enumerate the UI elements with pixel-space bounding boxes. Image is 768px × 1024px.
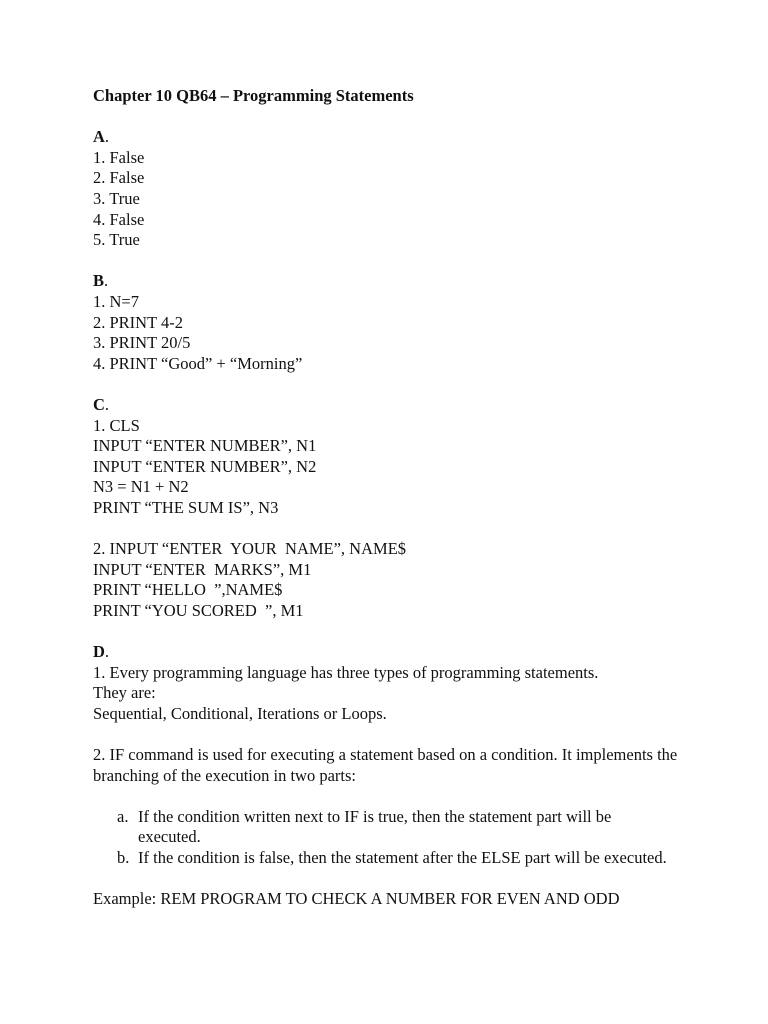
list-item (93, 848, 678, 869)
section-b-item: 3. PRINT 20/5 (93, 333, 191, 353)
statement-types: Sequential, Conditional, Iterations or Loops. (93, 703, 387, 723)
section-a-period: . (104, 127, 110, 147)
program-2-line: INPUT “ENTER MARKS”, M1 (93, 559, 312, 579)
section-a-item: 1. False (93, 147, 145, 167)
section-d-heading (93, 642, 708, 663)
section-b-heading (93, 271, 708, 292)
section-b-item: 2. PRINT 4-2 (93, 312, 183, 332)
program-1-line: INPUT “ENTER NUMBER”, N2 (93, 456, 317, 476)
section-a-item: 5. True (93, 230, 140, 250)
section-b-item: 1. N=7 (93, 291, 139, 311)
page-title: Chapter 10 QB64 – Programming Statements (93, 86, 414, 105)
section-a-item: 4. False (93, 209, 145, 229)
list-item-text: If the condition written next to IF is true, then the statement part will be executed. (138, 806, 612, 847)
list-marker: b. (117, 847, 130, 867)
condition-list (93, 807, 708, 869)
program-1-line: N3 = N1 + N2 (93, 477, 189, 497)
section-c-heading (93, 395, 708, 416)
section-a-letter: A (93, 127, 105, 147)
section-c-period: . (104, 394, 110, 414)
section-d-letter: D (93, 642, 105, 662)
section-c-letter: C (93, 394, 105, 414)
list-marker: a. (117, 806, 129, 826)
section-d-period: . (104, 642, 110, 662)
program-2-line: PRINT “HELLO ”,NAME$ (93, 580, 283, 600)
section-b-letter: B (93, 271, 105, 291)
list-item-text: If the condition is false, then the statement after the ELSE part will be executed. (138, 847, 667, 867)
list-item (93, 807, 658, 848)
program-2-line: PRINT “YOU SCORED ”, M1 (93, 600, 304, 620)
program-1-line: 1. CLS (93, 415, 140, 435)
program-2-line: 2. INPUT “ENTER YOUR NAME”, NAME$ (93, 539, 407, 559)
program-1-line: PRINT “THE SUM IS”, N3 (93, 497, 279, 517)
section-a-item: 2. False (93, 168, 145, 188)
answer-paragraph: 1. Every programming language has three types of programming statements. They are: (93, 662, 599, 703)
section-a-item: 3. True (93, 188, 140, 208)
program-1-line: INPUT “ENTER NUMBER”, N1 (93, 436, 317, 456)
example-line: Example: REM PROGRAM TO CHECK A NUMBER FOR EVEN AND ODD (93, 889, 620, 909)
section-b-item: 4. PRINT “Good” + “Morning” (93, 353, 303, 373)
answer-paragraph: 2. IF command is used for executing a statement based on a condition. It implements the branching of the execution in two parts: (93, 745, 678, 785)
section-a-heading (93, 127, 708, 148)
section-b-period: . (104, 271, 109, 291)
